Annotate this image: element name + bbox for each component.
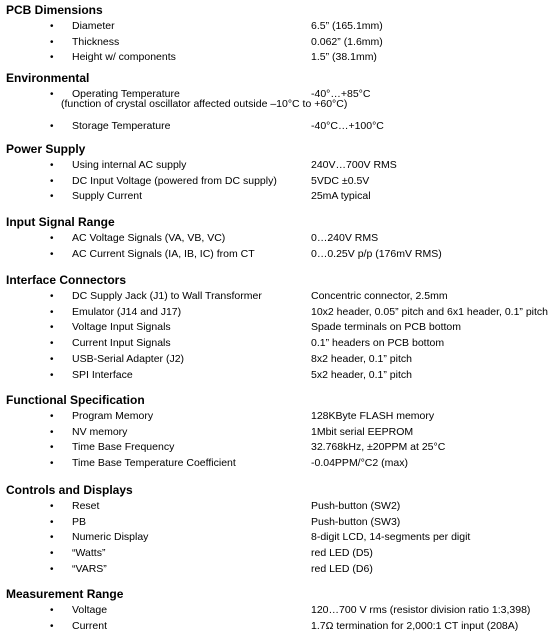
spec-label: Time Base Frequency: [72, 441, 175, 454]
spec-label: Current Input Signals: [72, 337, 171, 350]
spec-value: 25mA typical: [311, 190, 371, 203]
spec-label: DC Supply Jack (J1) to Wall Transformer: [72, 290, 262, 302]
bullet-icon: •: [50, 160, 54, 171]
bullet-icon: •: [50, 501, 54, 512]
bullet-icon: •: [50, 120, 54, 132]
spec-value: 0…0.25V p/p (176mV RMS): [311, 247, 442, 260]
spec-value: -40°C…+100°C: [311, 119, 384, 132]
spec-value: 0.1” headers on PCB bottom: [311, 337, 445, 350]
bullet-icon: •: [50, 338, 54, 350]
section-heading: Measurement Range: [6, 587, 124, 601]
bullet-icon: •: [50, 89, 54, 100]
bullet-icon: •: [50, 291, 54, 302]
spec-label: NV memory: [72, 425, 128, 438]
spec-value: Concentric connector, 2.5mm: [311, 290, 448, 302]
spec-label: Storage Temperature: [72, 119, 171, 132]
bullet-icon: •: [50, 52, 54, 64]
bullet-icon: •: [50, 36, 54, 48]
bullet-icon: •: [50, 322, 54, 334]
spec-value: Spade terminals on PCB bottom: [311, 321, 461, 334]
section-heading: Interface Connectors: [6, 273, 127, 287]
section-heading: Input Signal Range: [6, 215, 115, 229]
bullet-icon: •: [50, 563, 54, 575]
spec-value: 120…700 V rms (resistor division ratio 1:3,398): [311, 604, 531, 616]
spec-value: Push-button (SW3): [311, 515, 401, 528]
spec-label: AC Current Signals (IA, IB, IC) from CT: [72, 247, 255, 260]
spec-value: 32.768kHz, ±20PPM at 25°C: [311, 441, 446, 454]
bullet-icon: •: [50, 369, 54, 381]
spec-label: USB-Serial Adapter (J2): [72, 352, 185, 365]
bullet-icon: •: [50, 516, 54, 528]
spec-label: Voltage Input Signals: [72, 321, 171, 334]
bullet-icon: •: [50, 532, 54, 544]
bullet-icon: •: [50, 248, 54, 260]
spec-label: AC Voltage Signals (VA, VB, VC): [72, 232, 226, 244]
spec-value: 0…240V RMS: [311, 232, 379, 244]
spec-value: 8x2 header, 0.1” pitch: [311, 352, 412, 365]
section-heading: Functional Specification: [6, 393, 145, 407]
spec-label: Program Memory: [72, 410, 154, 422]
spec-label: Thickness: [72, 35, 120, 48]
bullet-icon: •: [50, 233, 54, 244]
spec-note: (function of crystal oscillator affected outside –10°C to +60°C): [61, 98, 348, 110]
spec-label: “Watts”: [72, 547, 106, 560]
spec-label: Reset: [72, 500, 100, 512]
bullet-icon: •: [50, 175, 54, 187]
bullet-icon: •: [50, 426, 54, 438]
section-heading: Controls and Displays: [6, 483, 133, 497]
spec-label: Time Base Temperature Coefficient: [72, 457, 236, 470]
spec-value: -40°…+85°C: [311, 88, 371, 100]
spec-value: 1.7Ω termination for 2,000:1 CT input (208A): [311, 619, 519, 632]
spec-value: 5VDC ±0.5V: [311, 174, 370, 187]
spec-label: “VARS”: [72, 562, 107, 575]
spec-label: PB: [72, 515, 87, 528]
spec-value: 5x2 header, 0.1” pitch: [311, 368, 412, 381]
spec-label: Height w/ components: [72, 51, 176, 64]
bullet-icon: •: [50, 191, 54, 203]
bullet-icon: •: [50, 306, 54, 318]
spec-value: red LED (D5): [311, 547, 373, 560]
spec-value: 10x2 header, 0.05” pitch and 6x1 header, 0.1” pitch: [311, 305, 549, 318]
spec-label: Supply Current: [72, 190, 143, 203]
bullet-icon: •: [50, 21, 54, 32]
spec-value: Push-button (SW2): [311, 500, 401, 512]
section-heading: Power Supply: [6, 142, 86, 156]
spec-label: DC Input Voltage (powered from DC supply): [72, 174, 277, 187]
section-heading: Environmental: [6, 71, 90, 85]
spec-value: 0.062” (1.6mm): [311, 35, 383, 48]
spec-label: Operating Temperature: [72, 88, 180, 100]
spec-label: Emulator (J14 and J17): [72, 305, 182, 318]
spec-value: 128KByte FLASH memory: [311, 410, 435, 422]
spec-label: SPI Interface: [72, 368, 133, 381]
bullet-icon: •: [50, 458, 54, 470]
spec-label: Numeric Display: [72, 531, 149, 544]
bullet-icon: •: [50, 411, 54, 422]
bullet-icon: •: [50, 442, 54, 454]
spec-value: 1Mbit serial EEPROM: [311, 425, 414, 438]
spec-value: 1.5” (38.1mm): [311, 51, 377, 64]
spec-label: Diameter: [72, 20, 115, 32]
spec-label: Current: [72, 619, 108, 632]
spec-value: -0.04PPM/°C2 (max): [311, 457, 408, 470]
spec-value: 6.5” (165.1mm): [311, 20, 383, 32]
spec-value: 240V…700V RMS: [311, 159, 397, 171]
bullet-icon: •: [50, 353, 54, 365]
spec-label: Voltage: [72, 604, 108, 616]
spec-value: red LED (D6): [311, 562, 373, 575]
spec-value: 8-digit LCD, 14-segments per digit: [311, 531, 471, 544]
bullet-icon: •: [50, 548, 54, 560]
section-heading: PCB Dimensions: [6, 3, 103, 17]
bullet-icon: •: [50, 620, 54, 632]
bullet-icon: •: [50, 605, 54, 616]
spec-label: Using internal AC supply: [72, 159, 187, 171]
